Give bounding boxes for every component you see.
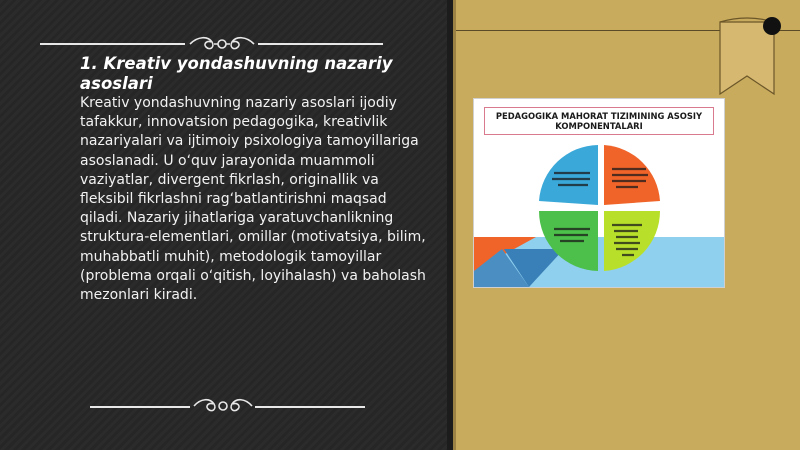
bottom-flourish-icon (192, 394, 254, 416)
slide-title: 1. Kreativ yondashuvning nazariy asoslari (80, 54, 393, 93)
top-flourish-icon (188, 33, 256, 55)
bookmark-ribbon-icon (712, 16, 782, 98)
top-ornament-line-right (258, 43, 383, 45)
top-ornament-line-left (40, 43, 185, 45)
components-pie-diagram (538, 143, 662, 273)
bottom-ornament-line-left (90, 406, 190, 408)
bottom-ornament-line-right (255, 406, 365, 408)
diagram-title: PEDAGOGIKA MAHORAT TIZIMINING ASOSIY KOMPONENTALARI (484, 107, 714, 135)
slide-body-text: Kreativ yondashuvning nazariy asoslari ijodiy tafakkur, innovatsion pedagogika, kreativlik nazariyalari va ijtimoiy psixologiya tamoyillariga asoslanadi. U o‘quv jarayonida muammoli vaziyatlar, divergent fikrlash, originallik va fleksibil fikrlashni rag‘batlantirishni maqsad qiladi. Nazariy jihatlariga yaratuvchanlikning struktura-elementlari, omillar (motivatsiya, bilim, muhabbatli muhit), metodologik tamoyillar (problema orqali o‘qitish, loyihalash) va baholash mezonlari kiradi. (80, 95, 426, 304)
divider-rail-accent (453, 0, 456, 450)
